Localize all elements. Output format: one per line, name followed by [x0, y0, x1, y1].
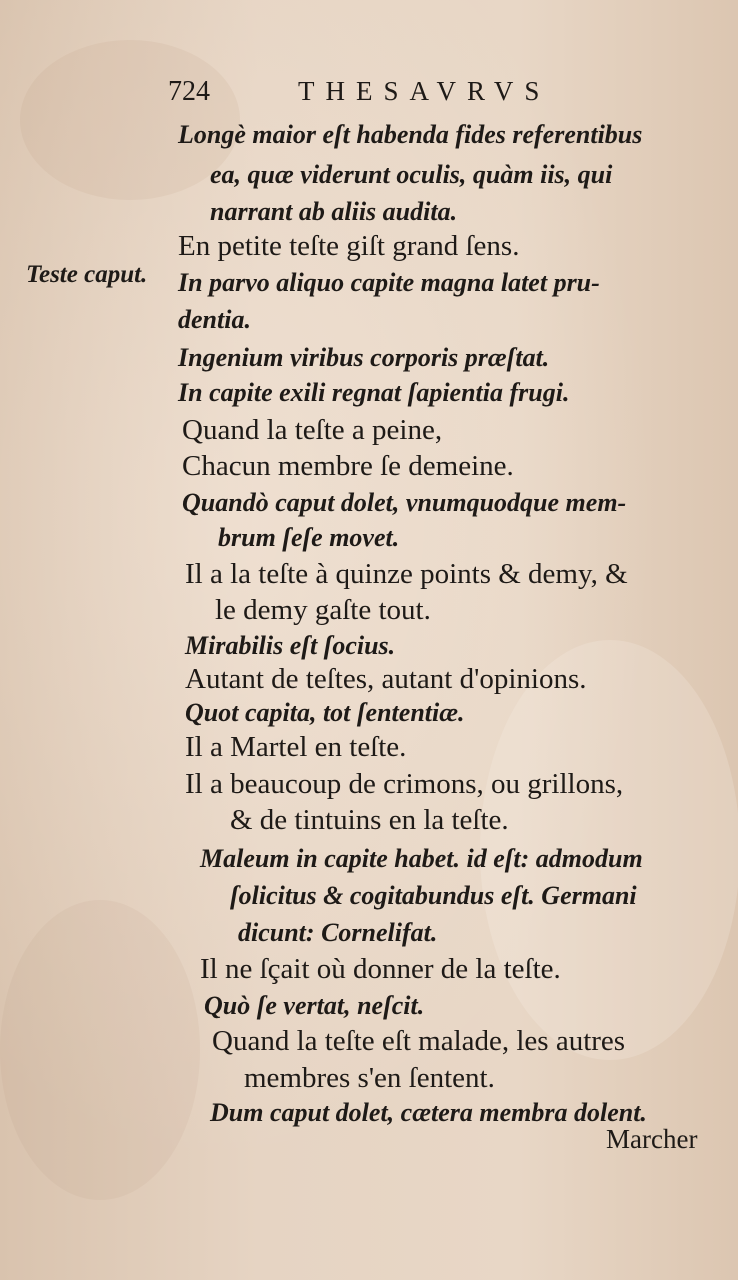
text-line: Ingenium viribus corporis præſtat. [178, 343, 550, 372]
text-line: En petite teſte giſt grand ſens. [178, 230, 520, 262]
page-number: 724 [168, 76, 210, 107]
marginal-note: Teste caput. [26, 261, 148, 288]
text-line: brum ſeſe movet. [218, 523, 400, 552]
text-line: Quand la teſte a peine, [182, 414, 443, 446]
text-line: dicunt: Cornelifat. [238, 918, 438, 947]
catchword: Marcher [606, 1124, 698, 1154]
text-line: Il a la teſte à quinze points & demy, & [185, 558, 628, 590]
text-line: Quò ſe vertat, neſcit. [204, 991, 425, 1020]
text-line: ea, quæ viderunt oculis, quàm iis, qui [210, 160, 613, 189]
text-line: Quandò caput dolet, vnumquodque mem- [182, 488, 627, 517]
text-line: Quot capita, tot ſententiæ. [185, 698, 465, 727]
text-line: le demy gaſte tout. [215, 594, 431, 626]
text-line: Quand la teſte eſt malade, les autres [212, 1025, 626, 1057]
text-line: Longè maior eſt habenda fides referentibus [178, 120, 643, 149]
running-title: THESAVRVS [298, 76, 551, 106]
text-line: Il a beaucoup de crimons, ou grillons, [185, 768, 624, 800]
text-line: Il a Martel en teſte. [185, 731, 407, 763]
text-line: narrant ab aliis audita. [210, 197, 458, 226]
text-line: In capite exili regnat ſapientia frugi. [178, 378, 570, 407]
text-line: Autant de teſtes, autant d'opinions. [185, 663, 587, 695]
text-line: Il ne ſçait où donner de la teſte. [200, 953, 561, 985]
text-line: Maleum in capite habet. id eſt: admodum [200, 844, 643, 873]
text-line: Chacun membre ſe demeine. [182, 450, 514, 482]
text-line: In parvo aliquo capite magna latet pru- [178, 268, 600, 297]
text-line: Dum caput dolet, cætera membra dolent. [210, 1098, 647, 1127]
text-line: & de tintuins en la teſte. [230, 804, 509, 836]
text-line: dentia. [178, 305, 251, 334]
paper-stain [0, 900, 200, 1200]
show-through-text [70, 895, 76, 921]
text-line: membres s'en ſentent. [244, 1062, 495, 1094]
text-line: Mirabilis eſt ſocius. [185, 631, 396, 660]
text-line: ſolicitus & cogitabundus eſt. Germani [230, 881, 637, 910]
